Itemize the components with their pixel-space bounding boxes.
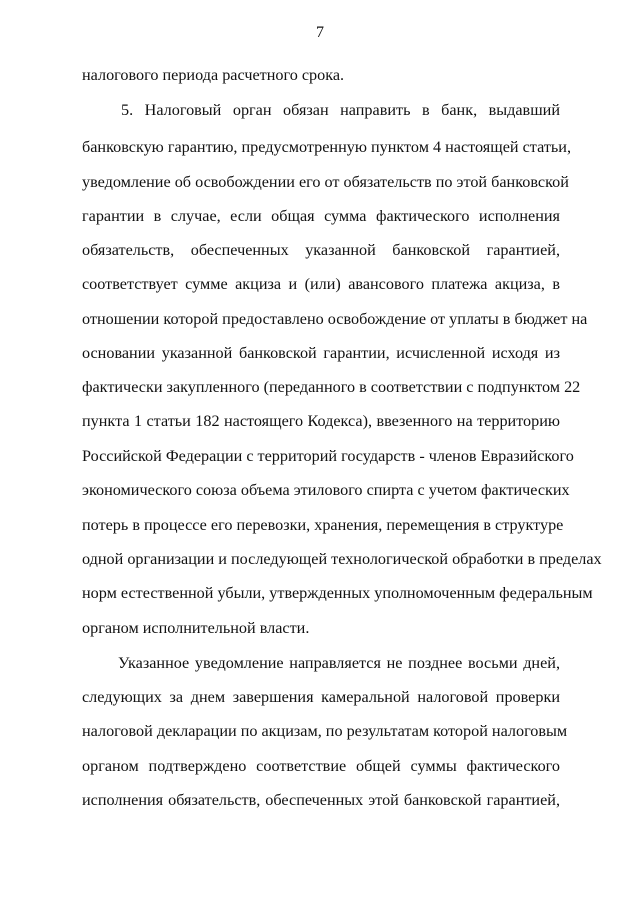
- text-line: пункта 1 статьи 182 настоящего Кодекса), ввезенного на территорию: [82, 412, 560, 430]
- text-line: органом исполнительной власти.: [82, 619, 310, 637]
- text-line: следующих за днем завершения камеральной налоговой проверки: [82, 688, 560, 706]
- text-line: банковскую гарантию, предусмотренную пунктом 4 настоящей статьи,: [82, 138, 572, 156]
- text-line: исполнения обязательств, обеспеченных этой банковской гарантией,: [82, 791, 560, 809]
- text-line: экономического союза объема этилового спирта с учетом фактических: [82, 481, 570, 499]
- text-line: отношении которой предоставлено освобождение от уплаты в бюджет на: [82, 310, 588, 328]
- text-line: соответствует сумме акциза и (или) авансового платежа акциза, в: [82, 275, 560, 293]
- text-line: норм естественной убыли, утвержденных уполномоченным федеральным: [82, 584, 593, 602]
- text-line: фактически закупленного (переданного в соответствии с подпунктом 22: [82, 378, 581, 396]
- text-line: 5. Налоговый орган обязан направить в банк, выдавший: [121, 101, 560, 119]
- text-line: одной организации и последующей технологической обработки в пределах: [82, 550, 602, 568]
- text-line: Указанное уведомление направляется не позднее восьми дней,: [118, 654, 560, 672]
- text-line: уведомление об освобождении его от обязательств по этой банковской: [82, 173, 569, 191]
- text-line: основании указанной банковской гарантии, исчисленной исходя из: [82, 344, 560, 362]
- text-line: обязательств, обеспеченных указанной банковской гарантией,: [82, 241, 560, 259]
- text-line: налогового периода расчетного срока.: [82, 66, 345, 84]
- text-line: гарантии в случае, если общая сумма фактического исполнения: [82, 207, 560, 225]
- page-number: 7: [316, 24, 324, 41]
- text-line: Российской Федерации с территорий государств - членов Евразийского: [82, 447, 574, 465]
- text-line: органом подтверждено соответствие общей суммы фактического: [82, 757, 560, 775]
- text-line: потерь в процессе его перевозки, хранения, перемещения в структуре: [82, 516, 564, 534]
- text-line: налоговой декларации по акцизам, по результатам которой налоговым: [82, 722, 568, 740]
